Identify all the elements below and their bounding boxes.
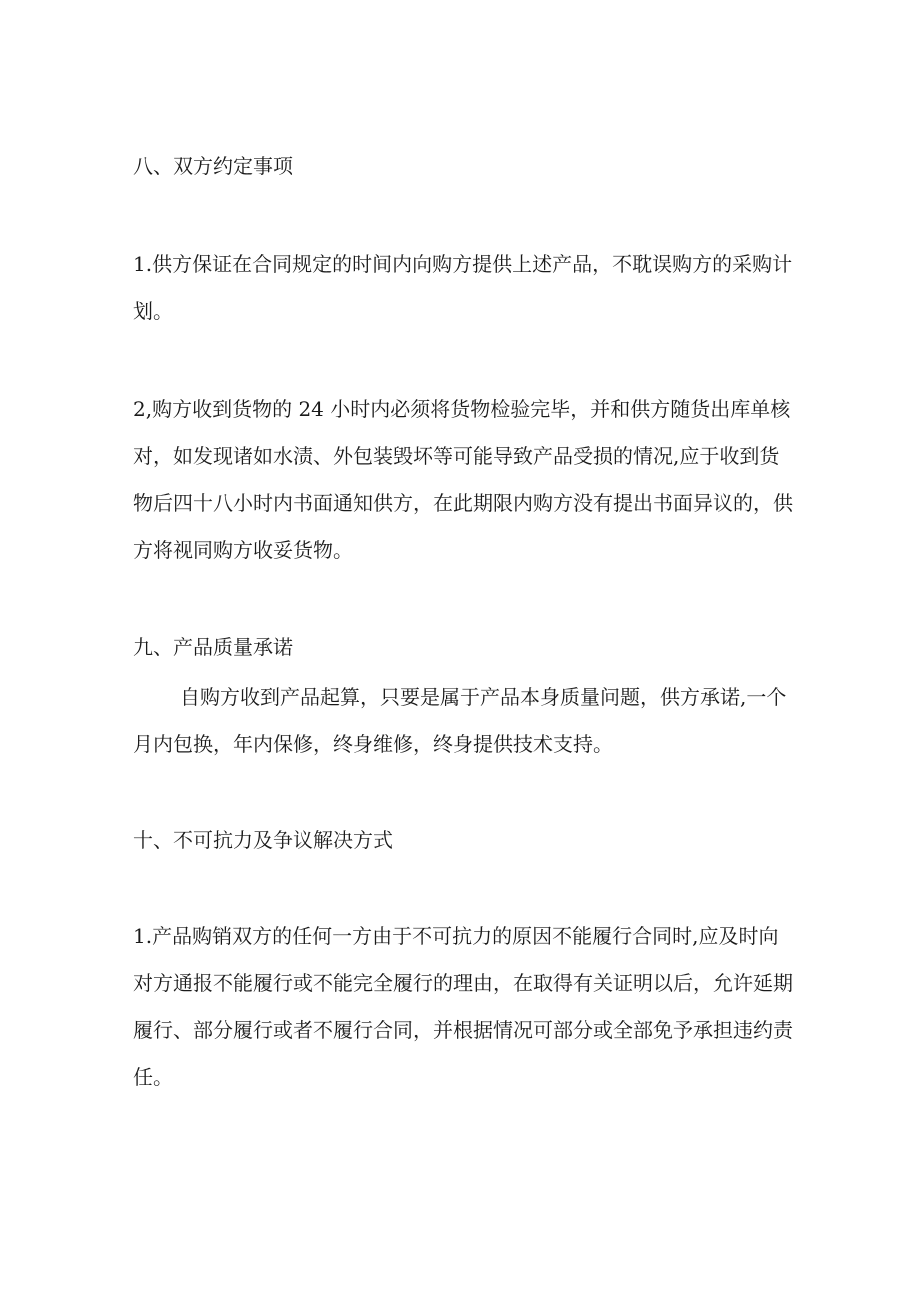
paragraph-line: 对，如发现诸如水渍、外包装毁坏等可能导致产品受损的情况,应于收到货 — [133, 444, 780, 468]
paragraph-line: 月内包换，年内保修，终身维修，终身提供技术支持。 — [133, 732, 613, 756]
paragraph-line: 物后四十八小时内书面通知供方，在此期限内购方没有提出书面异议的，供 — [133, 491, 793, 515]
section-8-heading: 八、双方约定事项 — [133, 154, 293, 178]
paragraph-line: 2,购方收到货物的 24 小时内必须将货物检验完毕，并和供方随货出库单核 — [133, 397, 791, 421]
paragraph-line: 方将视同购方收妥货物。 — [133, 538, 353, 562]
paragraph-line: 任。 — [133, 1065, 173, 1089]
section-9-heading: 九、产品质量承诺 — [133, 635, 293, 659]
paragraph-line: 划。 — [133, 299, 173, 323]
paragraph-line: 履行、部分履行或者不履行合同，并根据情况可部分或全部免予承担违约责 — [133, 1018, 793, 1042]
section-10-heading: 十、不可抗力及争议解决方式 — [133, 828, 393, 852]
paragraph-line: 对方通报不能履行或不能完全履行的理由，在取得有关证明以后，允许延期 — [133, 971, 793, 995]
paragraph-line: 自购方收到产品起算，只要是属于产品本身质量问题，供方承诺,一个 — [180, 685, 787, 709]
paragraph-line: 1.供方保证在合同规定的时间内向购方提供上述产品，不耽误购方的采购计 — [133, 252, 793, 276]
paragraph-line: 1.产品购销双方的任何一方由于不可抗力的原因不能履行合同时,应及时向 — [133, 924, 779, 948]
